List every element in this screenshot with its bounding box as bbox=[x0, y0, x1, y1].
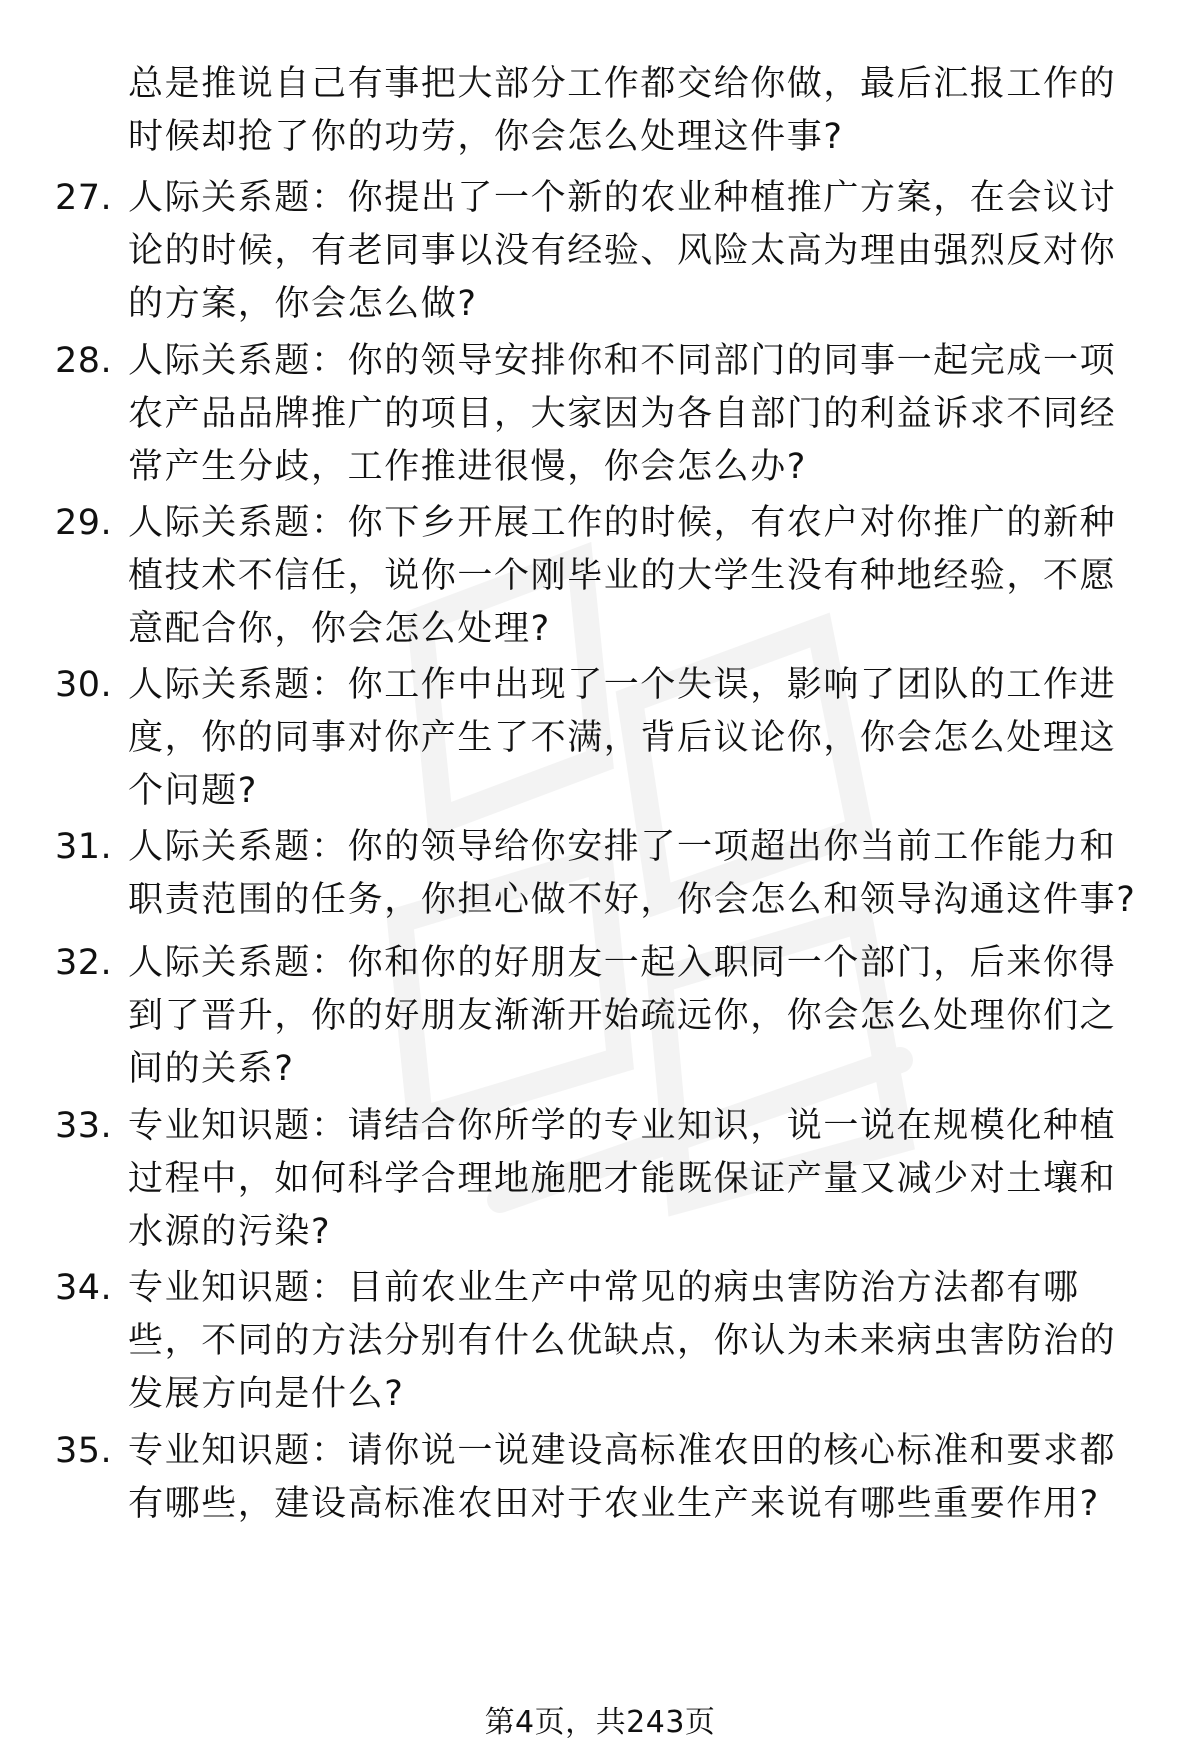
question-text: 专业知识题：目前农业生产中常见的病虫害防治方法都有哪些，不同的方法分别有什么优缺点，你认为未来病虫害防治的发展方向是什么? bbox=[128, 1268, 1117, 1414]
question-text: 专业知识题：请结合你所学的专业知识，说一说在规模化种植过程中，如何科学合理地施肥才能既保证产量又减少对土壤和水源的污染? bbox=[128, 1106, 1117, 1252]
question-number: 29. bbox=[55, 503, 113, 543]
question-text: 专业知识题：请你说一说建设高标准农田的核心标准和要求都有哪些，建设高标准农田对于农业生产来说有哪些重要作用? bbox=[128, 1431, 1117, 1524]
question-text: 人际关系题：你下乡开展工作的时候，有农户对你推广的新种植技术不信任，说你一个刚毕业的大学生没有种地经验，不愿意配合你，你会怎么处理? bbox=[128, 503, 1117, 649]
question-text: 人际关系题：你的领导给你安排了一项超出你当前工作能力和职责范围的任务，你担心做不好，你会怎么和领导沟通这件事? bbox=[128, 827, 1137, 920]
page-number-footer: 第4页，共243页 bbox=[484, 1705, 716, 1740]
question-number: 35. bbox=[55, 1431, 113, 1471]
question-number: 30. bbox=[55, 665, 113, 705]
question-text: 人际关系题：你和你的好朋友一起入职同一个部门，后来你得到了晋升，你的好朋友渐渐开始疏远你，你会怎么处理你们之间的关系? bbox=[128, 943, 1117, 1089]
question-number: 27. bbox=[55, 178, 113, 218]
question-number: 28. bbox=[55, 341, 113, 381]
question-number: 34. bbox=[55, 1268, 113, 1308]
question-text: 总是推说自己有事把大部分工作都交给你做，最后汇报工作的时候却抢了你的功劳，你会怎么处理这件事? bbox=[128, 64, 1117, 157]
question-number: 33. bbox=[55, 1106, 113, 1146]
question-text: 人际关系题：你提出了一个新的农业种植推广方案，在会议讨论的时候，有老同事以没有经验、风险太高为理由强烈反对你的方案，你会怎么做? bbox=[128, 178, 1117, 324]
question-text: 人际关系题：你的领导安排你和不同部门的同事一起完成一项农产品品牌推广的项目，大家因为各自部门的利益诉求不同经常产生分歧，工作推进很慢，你会怎么办? bbox=[128, 341, 1117, 487]
question-number: 32. bbox=[55, 943, 113, 983]
question-text: 人际关系题：你工作中出现了一个失误，影响了团队的工作进度，你的同事对你产生了不满，背后议论你，你会怎么处理这个问题? bbox=[128, 665, 1117, 811]
question-number: 31. bbox=[55, 827, 113, 867]
